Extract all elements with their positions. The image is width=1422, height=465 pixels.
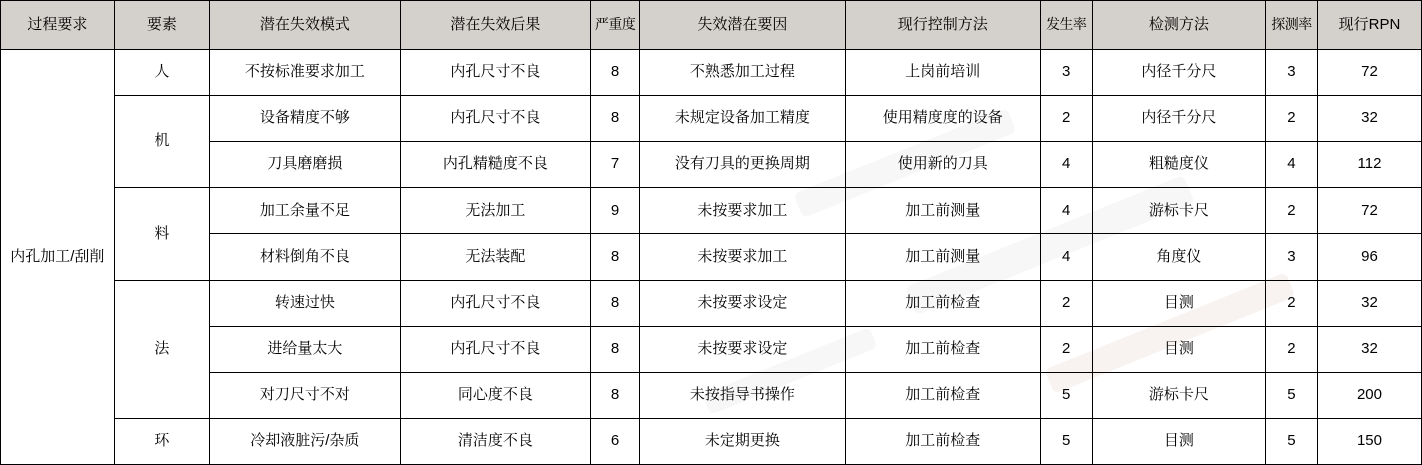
cell-rpn: 32 [1317, 280, 1421, 326]
cell-rpn: 200 [1317, 372, 1421, 418]
cell-detection: 2 [1265, 96, 1317, 142]
cell-element-group: 人 [114, 50, 209, 96]
cell-detection: 2 [1265, 326, 1317, 372]
cell-control: 使用精度度的设备 [845, 96, 1040, 142]
cell-detection: 5 [1265, 372, 1317, 418]
cell-element-group: 法 [114, 280, 209, 418]
cell-severity: 8 [591, 234, 640, 280]
cell-severity: 8 [591, 372, 640, 418]
header-rpn: 现行RPN [1317, 1, 1421, 50]
header-severity: 严重度 [591, 1, 640, 50]
cell-severity: 8 [591, 280, 640, 326]
table-row [1, 96, 1422, 142]
cell-severity: 7 [591, 142, 640, 188]
cell-cause: 未按要求设定 [639, 326, 845, 372]
cell-severity: 9 [591, 188, 640, 234]
cell-cause: 未按要求加工 [639, 188, 845, 234]
header-row [1, 1, 1422, 50]
cell-detection-method: 目测 [1092, 280, 1265, 326]
cell-cause: 未按指导书操作 [639, 372, 845, 418]
table-row [1, 372, 1422, 418]
cell-rpn: 112 [1317, 142, 1421, 188]
table-row [1, 418, 1422, 464]
cell-occurrence: 4 [1040, 188, 1092, 234]
cell-detection: 2 [1265, 188, 1317, 234]
cell-cause: 未定期更换 [639, 418, 845, 464]
cell-control: 加工前检查 [845, 326, 1040, 372]
cell-severity: 8 [591, 96, 640, 142]
cell-detection-method: 游标卡尺 [1092, 372, 1265, 418]
cell-detection-method: 游标卡尺 [1092, 188, 1265, 234]
cell-detection: 3 [1265, 50, 1317, 96]
table-body [1, 50, 1422, 465]
cell-severity: 8 [591, 326, 640, 372]
header-control: 现行控制方法 [845, 1, 1040, 50]
cell-control: 使用新的刀具 [845, 142, 1040, 188]
header-process-requirement: 过程要求 [1, 1, 115, 50]
cell-detection-method: 内径千分尺 [1092, 96, 1265, 142]
cell-failure-mode: 不按标准要求加工 [210, 50, 401, 96]
cell-detection-method: 粗糙度仪 [1092, 142, 1265, 188]
cell-process-requirement: 内孔加工/刮削 [1, 50, 115, 465]
cell-failure-mode: 进给量太大 [210, 326, 401, 372]
cell-control: 加工前测量 [845, 188, 1040, 234]
cell-severity: 6 [591, 418, 640, 464]
cell-occurrence: 2 [1040, 96, 1092, 142]
cell-failure-effect: 内孔尺寸不良 [400, 326, 591, 372]
cell-detection-method: 目测 [1092, 418, 1265, 464]
cell-occurrence: 5 [1040, 372, 1092, 418]
cell-cause: 未按要求设定 [639, 280, 845, 326]
cell-detection-method: 目测 [1092, 326, 1265, 372]
table-row [1, 326, 1422, 372]
cell-occurrence: 5 [1040, 418, 1092, 464]
cell-rpn: 32 [1317, 326, 1421, 372]
table-row [1, 280, 1422, 326]
cell-failure-effect: 内孔尺寸不良 [400, 50, 591, 96]
header-detection: 探测率 [1265, 1, 1317, 50]
cell-detection: 3 [1265, 234, 1317, 280]
cell-failure-mode: 对刀尺寸不对 [210, 372, 401, 418]
cell-detection: 5 [1265, 418, 1317, 464]
cell-failure-mode: 设备精度不够 [210, 96, 401, 142]
cell-detection-method: 内径千分尺 [1092, 50, 1265, 96]
header-occurrence: 发生率 [1040, 1, 1092, 50]
cell-cause: 没有刀具的更换周期 [639, 142, 845, 188]
header-element: 要素 [114, 1, 209, 50]
table-row [1, 142, 1422, 188]
header-cause: 失效潜在要因 [639, 1, 845, 50]
cell-failure-effect: 无法加工 [400, 188, 591, 234]
cell-control: 加工前测量 [845, 234, 1040, 280]
cell-failure-mode: 加工余量不足 [210, 188, 401, 234]
cell-failure-effect: 内孔精糙度不良 [400, 142, 591, 188]
cell-failure-effect: 内孔尺寸不良 [400, 96, 591, 142]
table-row [1, 188, 1422, 234]
cell-detection: 2 [1265, 280, 1317, 326]
cell-control: 加工前检查 [845, 280, 1040, 326]
header-failure-effect: 潜在失效后果 [400, 1, 591, 50]
cell-rpn: 72 [1317, 50, 1421, 96]
cell-detection-method: 角度仪 [1092, 234, 1265, 280]
cell-cause: 未按要求加工 [639, 234, 845, 280]
cell-failure-effect: 内孔尺寸不良 [400, 280, 591, 326]
cell-failure-mode: 材料倒角不良 [210, 234, 401, 280]
cell-severity: 8 [591, 50, 640, 96]
cell-control: 加工前检查 [845, 372, 1040, 418]
cell-occurrence: 3 [1040, 50, 1092, 96]
cell-failure-mode: 转速过快 [210, 280, 401, 326]
cell-element-group: 料 [114, 188, 209, 280]
cell-control: 加工前检查 [845, 418, 1040, 464]
cell-failure-mode: 刀具磨磨损 [210, 142, 401, 188]
cell-rpn: 150 [1317, 418, 1421, 464]
cell-occurrence: 4 [1040, 234, 1092, 280]
cell-control: 上岗前培训 [845, 50, 1040, 96]
table-header [1, 1, 1422, 50]
cell-failure-effect: 无法装配 [400, 234, 591, 280]
cell-failure-effect: 清洁度不良 [400, 418, 591, 464]
cell-element-group: 环 [114, 418, 209, 464]
cell-occurrence: 2 [1040, 326, 1092, 372]
cell-occurrence: 4 [1040, 142, 1092, 188]
header-failure-mode: 潜在失效模式 [210, 1, 401, 50]
header-detection-method: 检测方法 [1092, 1, 1265, 50]
cell-rpn: 96 [1317, 234, 1421, 280]
cell-rpn: 32 [1317, 96, 1421, 142]
cell-occurrence: 2 [1040, 280, 1092, 326]
cell-element-group: 机 [114, 96, 209, 188]
cell-failure-effect: 同心度不良 [400, 372, 591, 418]
cell-detection: 4 [1265, 142, 1317, 188]
cell-rpn: 72 [1317, 188, 1421, 234]
cell-cause: 不熟悉加工过程 [639, 50, 845, 96]
table-row [1, 234, 1422, 280]
table-row [1, 50, 1422, 96]
cell-cause: 未规定设备加工精度 [639, 96, 845, 142]
cell-failure-mode: 冷却液脏污/杂质 [210, 418, 401, 464]
